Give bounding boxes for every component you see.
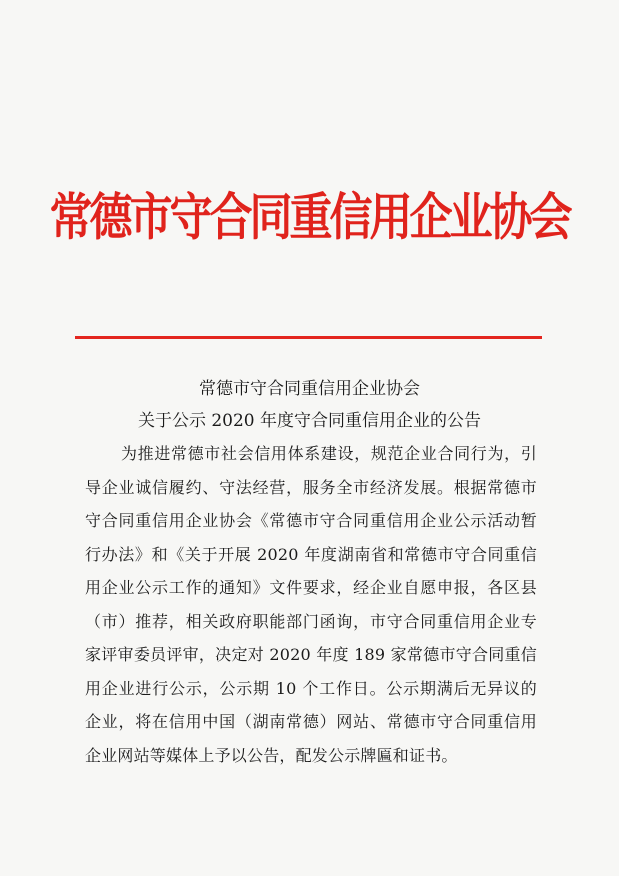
- notice-organization: 常德市守合同重信用企业协会: [199, 379, 420, 399]
- red-divider: [75, 336, 542, 339]
- notice-body: 为推进常德市社会信用体系建设，规范企业合同行为，引导企业诚信履约、守法经营，服务全市经济发展。根据常德市守合同重信用企业协会《常德市守合同重信用企业公示活动暂行办法》和《关于开展 2020 年度湖南省和常德市守合同重信用企业公示工作的通知》文件要求，经企业自愿申报，各区县（市）推荐，相关政府职能部门函询，市守合同重信用企业专家评审委员评审，决定对 2020 年度 189 家常德市守合同重信用企业进行公示，公示期 10 个工作日。公示期满后无异议的企业，将在信用中国（湖南常德）网站、常德市守合同重信用企业网站等媒体上予以公告，配发公示牌匾和证书。: [85, 444, 537, 765]
- masthead-title: 常德市守合同重信用企业协会: [49, 188, 570, 248]
- notice-title: 关于公示 2020 年度守合同重信用企业的公告: [137, 411, 482, 431]
